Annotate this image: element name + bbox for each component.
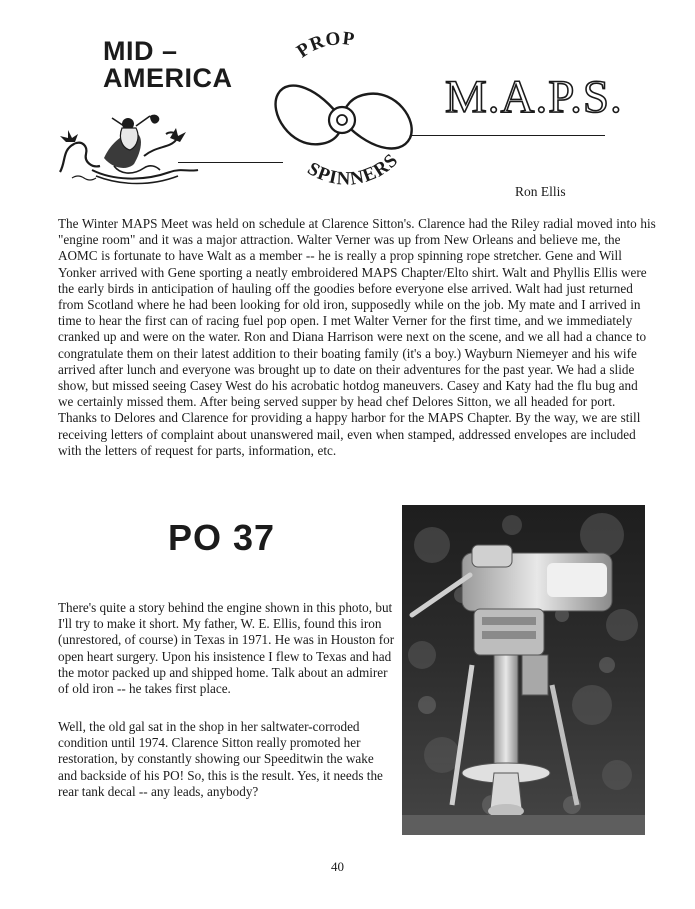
svg-text:PROP — [293, 28, 356, 62]
intro-paragraph: The Winter MAPS Meet was held on schedule at Clarence Sitton's. Clarence had the Riley radial moved into his "engine room" and it was a major attraction. Walter Verner was up from New Orleans and believe me, the AOMC is fortunate to have Walt as a member -- he is really a prop spinning rope stretcher. Gene and Will Yonker arrived with Gene sporting a neatly embroidered MAPS Chapter/Elto shirt. Walt and Phyllis Ellis were the early birds in anticipation of hauling off the goodies before everyone else arrived. Walt had just returned from Scotland where he had been looking for old iron, supposedly while on the job. My mate and I arrived in time to hear the first can of racing fuel pop open. I met Walter Verner for the first time, and we immediately cranked up and were on the water. Ron and Diana Harrison were next on the scene, and we all had a chance to congratulate them on their latest addition to their boating family (it's a boy.) Wayburn Niemeyer and his wife arrived after lunch and everyone was brought up to date on their adventures for the past year. We had a slide show, but missed seeing Casey West do his acrobatic hotdog maneuvers. Casey and Katy had the flu bug and we certainly missed them. After being served supper by head chef Delores Sitton, we all headed for port. Thanks to Delores and Clarence for providing a happy harbor for the MAPS Chapter. By the way, we are still receiving letters of complaint about unanswered mail, even when stamped, addressed envelopes are included with the letters of request for parts, information, etc. — [58, 216, 656, 458]
mid-america-line2: AMERICA — [103, 63, 233, 93]
po-paragraph-2: Well, the old gal sat in the shop in her saltwater-corroded condition until 1974. Clarence Sitton really promoted her restoration, by constantly showing our Speeditwin the wake and backside of his PO! So, this is the result. Yes, it needs the rear tank decal -- any leads, anybody? — [58, 719, 383, 799]
po-section-title: PO 37 — [168, 517, 276, 558]
outboard-motor-photo — [402, 505, 645, 835]
prop-text: PROP — [293, 28, 357, 63]
po-paragraph-1: There's quite a story behind the engine shown in this photo, but I'll try to make it short. My father, W. E. Ellis, found this iron (unrestored, of course) in Texas in 1971. He was in Houston for open heart surgery. Upon his insistence I flew to Texas and had the motor packed up and shipped home. Talk about an admirer of old iron -- he takes first place. — [58, 600, 395, 697]
mermaid-dragon-emblem — [52, 110, 202, 188]
maps-title: M.A.P.S. — [445, 71, 623, 123]
mid-america-title — [103, 38, 233, 92]
author-byline: Ron Ellis — [515, 184, 566, 199]
page-number: 40 — [331, 859, 344, 874]
svg-text:SPINNERS — [304, 149, 403, 189]
prop-spinners-logo — [250, 28, 430, 198]
mid-america-line1: MID – — [103, 36, 178, 66]
spinners-text: SPINNERS — [303, 149, 403, 190]
propeller-icon — [276, 86, 412, 149]
